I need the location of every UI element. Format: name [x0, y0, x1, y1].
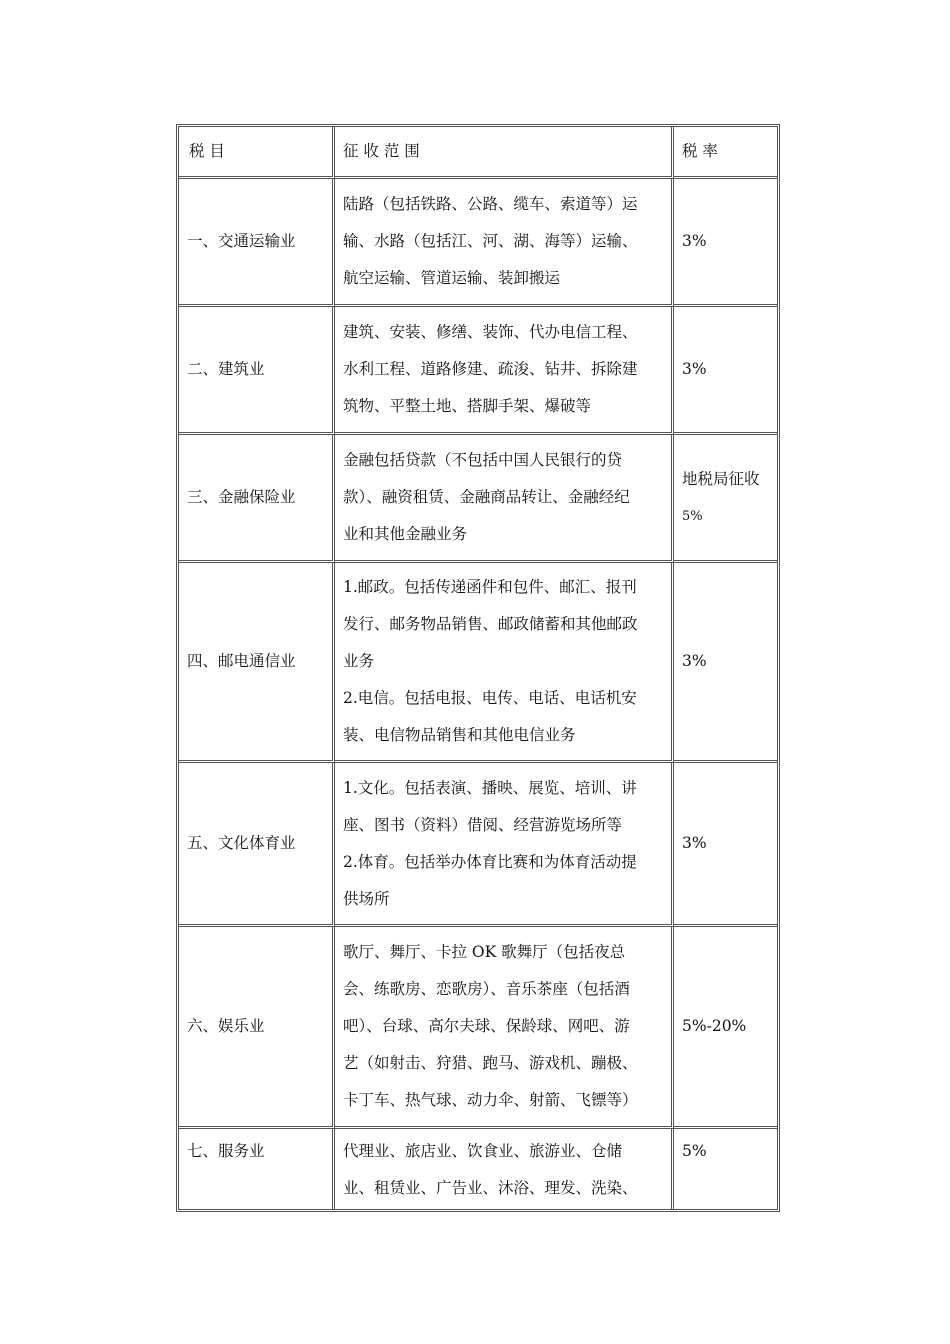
- row-rate: [674, 1129, 777, 1209]
- rate-value: 3%: [682, 360, 707, 378]
- scope-line: 款）、融资租赁、金融商品转让、金融经纪: [343, 488, 630, 506]
- row-tax-item: 二、建筑业: [179, 307, 335, 435]
- row-scope: [335, 179, 674, 307]
- row-scope: [335, 435, 674, 563]
- scope-line: 会、练歌房、恋歌房）、音乐茶座（包括酒: [343, 980, 630, 998]
- table-row: [179, 179, 777, 307]
- table-row: [179, 1129, 777, 1209]
- scope-line: 1.文化。包括表演、播映、展览、培训、讲: [343, 778, 637, 797]
- row-rate: [674, 927, 777, 1129]
- scope-line: 业和其他金融业务: [343, 525, 468, 543]
- rate-value: 5%-20%: [682, 1017, 747, 1035]
- scope-line: 歌厅、舞厅、卡拉 OK 歌舞厅（包括夜总: [343, 943, 626, 961]
- scope-line: 艺（如射击、狩猎、跑马、游戏机、蹦极、: [343, 1054, 638, 1072]
- row-tax-item: 五、文化体育业: [179, 763, 335, 927]
- row-scope: [335, 1129, 674, 1209]
- row-rate: [674, 179, 777, 307]
- scope-line: 发行、邮务物品销售、邮政储蓄和其他邮政: [343, 615, 638, 633]
- scope-line: 业、租赁业、广告业、沐浴、理发、洗染、: [343, 1179, 638, 1197]
- scope-line: 航空运输、管道运输、装卸搬运: [343, 269, 561, 287]
- row-rate: [674, 435, 777, 563]
- rate-note: 地税局征收: [682, 469, 760, 488]
- row-scope: [335, 307, 674, 435]
- table-row: [179, 763, 777, 927]
- scope-line: 2.体育。包括举办体育比赛和为体育活动提: [343, 852, 637, 871]
- rate-value: 3%: [682, 652, 707, 670]
- scope-line: 吧）、台球、高尔夫球、保龄球、网吧、游: [343, 1017, 630, 1035]
- header-tax-item: 税 目: [179, 127, 335, 179]
- row-tax-item: 四、邮电通信业: [179, 563, 335, 763]
- scope-line: 输、水路（包括江、河、湖、海等）运输、: [343, 232, 638, 250]
- scope-line: 水利工程、道路修建、疏浚、钻井、拆除建: [343, 360, 638, 378]
- table-row: [179, 927, 777, 1129]
- scope-line: 代理业、旅店业、饮食业、旅游业、仓储: [343, 1142, 623, 1160]
- scope-line: 1.邮政。包括传递函件和包件、邮汇、报刊: [343, 578, 637, 596]
- row-rate: [674, 763, 777, 927]
- table-header-row: [179, 127, 777, 179]
- scope-line: 座、图书（资料）借阅、经营游览场所等: [343, 815, 623, 834]
- rate-value: 3%: [682, 232, 707, 250]
- row-rate: [674, 563, 777, 763]
- rate-value: 3%: [682, 834, 707, 852]
- scope-line: 筑物、平整土地、搭脚手架、爆破等: [343, 397, 592, 415]
- scope-line: 供场所: [343, 889, 390, 908]
- scope-line: 装、电信物品销售和其他电信业务: [343, 726, 576, 744]
- row-tax-item: 一、交通运输业: [179, 179, 335, 307]
- scope-line: 陆路（包括铁路、公路、缆车、索道等）运: [343, 195, 638, 213]
- row-tax-item: 六、娱乐业: [179, 927, 335, 1129]
- rate-value: 5%: [682, 1142, 707, 1160]
- row-scope: [335, 763, 674, 927]
- header-scope: 征 收 范 围: [335, 127, 674, 179]
- row-scope: [335, 563, 674, 763]
- scope-line: 金融包括贷款（不包括中国人民银行的贷: [343, 451, 623, 469]
- table-row: [179, 563, 777, 763]
- row-tax-item: 七、服务业: [179, 1129, 335, 1209]
- scope-line: 建筑、安装、修缮、装饰、代办电信工程、: [343, 323, 638, 341]
- table-row: [179, 435, 777, 563]
- row-scope: [335, 927, 674, 1129]
- scope-line: 卡丁车、热气球、动力伞、射箭、飞镖等）: [343, 1091, 638, 1109]
- scope-line: 2.电信。包括电报、电传、电话、电话机安: [343, 689, 637, 707]
- scope-line: 业务: [343, 652, 375, 670]
- tax-rate-table: [176, 124, 780, 1212]
- table-row: [179, 307, 777, 435]
- header-rate: 税 率: [674, 127, 777, 179]
- row-tax-item: 三、金融保险业: [179, 435, 335, 563]
- rate-value: 5%: [682, 508, 703, 524]
- row-rate: [674, 307, 777, 435]
